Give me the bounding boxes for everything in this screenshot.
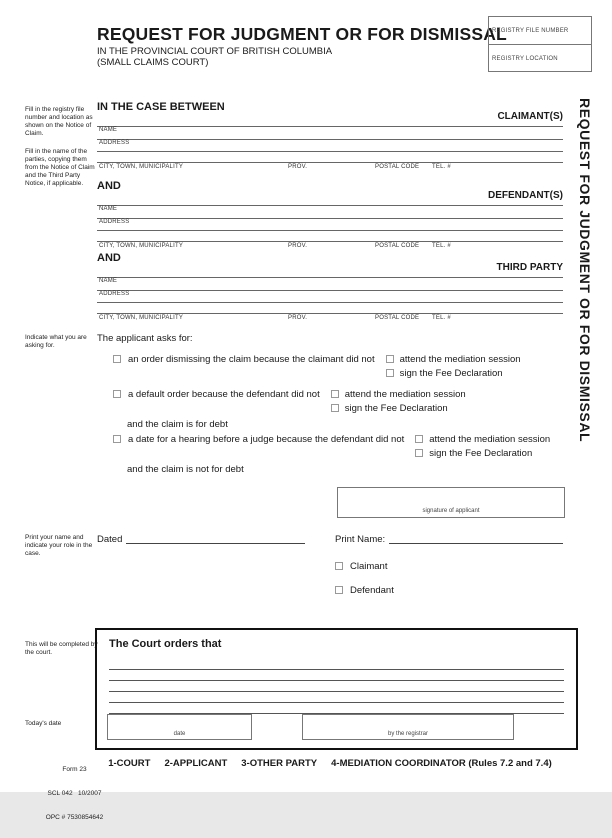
address-field-label: ADDRESS — [99, 291, 130, 297]
claimant-role-option — [335, 561, 388, 572]
defendant-address-input[interactable] — [97, 212, 563, 219]
hearing-date-label: a date for a hearing before a judge because the defendant did not — [128, 434, 405, 445]
attend-mediation-label: attend the mediation session — [344, 389, 466, 400]
court-order-line[interactable] — [109, 703, 564, 714]
defendant-city-input[interactable] — [97, 231, 563, 242]
prov-field-label: PROV. — [288, 243, 308, 249]
court-date-field[interactable] — [107, 714, 252, 740]
defendant-role-option-label: Defendant — [350, 585, 394, 596]
dismiss-sign-fee-declaration-checkbox[interactable] — [386, 369, 394, 377]
name-field-label: NAME — [99, 127, 118, 133]
case-heading: IN THE CASE BETWEEN — [97, 101, 225, 113]
form-code: SCL 042 10/2007 — [47, 790, 102, 797]
margin-note-todays-date: Today's date — [25, 720, 62, 727]
court-orders-heading: The Court orders that — [109, 638, 222, 650]
defendant-role-option — [335, 585, 394, 596]
defendant-role-label: DEFENDANT(S) — [488, 190, 563, 201]
margin-note-asking: Indicate what you are asking for. — [25, 334, 87, 349]
registry-location-field[interactable] — [489, 44, 591, 71]
name-field-label: NAME — [99, 278, 118, 284]
sign-fee-declaration-label: sign the Fee Declaration — [399, 368, 503, 379]
sign-fee-declaration-label: sign the Fee Declaration — [429, 448, 533, 459]
court-order-line[interactable] — [109, 659, 564, 670]
third-party-city-input[interactable] — [97, 303, 563, 314]
claimant-city-input[interactable] — [97, 152, 563, 163]
registrar-signature-field[interactable] — [302, 714, 514, 740]
tel-field-label: TEL. # — [432, 164, 451, 170]
form-number: Form 23 — [62, 766, 87, 773]
dismiss-order-checkbox[interactable] — [113, 355, 121, 363]
margin-note-court: This will be completed by the court. — [25, 641, 98, 656]
prov-field-label: PROV. — [288, 164, 308, 170]
form-title: REQUEST FOR JUDGMENT OR FOR DISMISSAL — [97, 24, 507, 44]
option-dismiss-row — [97, 354, 521, 379]
by-the-registrar-label: by the registrar — [387, 731, 429, 737]
address-field-label: ADDRESS — [99, 219, 130, 225]
registry-file-number-label: REGISTRY FILE NUMBER — [492, 28, 569, 34]
third-party-city-labels — [97, 314, 563, 321]
claimant-city-labels — [97, 163, 563, 170]
attend-mediation-label: attend the mediation session — [429, 434, 551, 445]
claimant-block — [97, 112, 563, 170]
hearing-sign-fee-declaration-checkbox[interactable] — [415, 449, 423, 457]
sign-fee-declaration-label: sign the Fee Declaration — [344, 403, 448, 414]
claimant-role-option-label: Claimant — [350, 561, 388, 572]
third-party-block — [97, 263, 563, 321]
default-sign-fee-declaration-checkbox[interactable] — [331, 404, 339, 412]
margin-note-print-name: Print your name and indicate your role in the case. — [25, 534, 93, 557]
third-party-address-input[interactable] — [97, 284, 563, 291]
defendant-block — [97, 191, 563, 249]
tel-field-label: TEL. # — [432, 315, 451, 321]
and-heading-1: AND — [97, 180, 121, 192]
prov-field-label: PROV. — [288, 315, 308, 321]
registry-location-label: REGISTRY LOCATION — [492, 56, 558, 62]
and-heading-2: AND — [97, 252, 121, 264]
registry-file-number-field[interactable] — [489, 17, 591, 44]
signature-of-applicant-label: signature of applicant — [422, 508, 480, 514]
request-intro: The applicant asks for: — [97, 333, 193, 344]
name-field-label: NAME — [99, 206, 118, 212]
dated-input[interactable] — [126, 534, 305, 544]
distribution-applicant: 2-APPLICANT — [164, 758, 228, 769]
option-hearing-date-row — [97, 434, 550, 459]
print-name-label: Print Name: — [335, 534, 386, 545]
distribution-court: 1-COURT — [108, 758, 151, 769]
option-default-order-row — [97, 389, 466, 414]
court-order-line[interactable] — [109, 681, 564, 692]
distribution-other-party: 3-OTHER PARTY — [241, 758, 318, 769]
court-order-lines — [109, 659, 564, 714]
default-order-label: a default order because the defendant did not — [128, 389, 320, 400]
date-box-label: date — [173, 731, 186, 737]
dated-row — [97, 534, 305, 545]
distribution-list — [97, 758, 563, 769]
vertical-side-title: REQUEST FOR JUDGMENT OR FOR DISMISSAL — [577, 98, 593, 443]
margin-note-registry: Fill in the registry file number and location as shown on the Notice of Claim. — [25, 106, 93, 137]
request-section — [97, 333, 567, 475]
form-subtitle-court: IN THE PROVINCIAL COURT OF BRITISH COLUMBIA — [97, 46, 333, 57]
dated-label: Dated — [97, 534, 123, 545]
claim-not-for-debt-text: and the claim is not for debt — [127, 464, 244, 475]
third-party-role-label: THIRD PARTY — [496, 262, 563, 273]
city-field-label: CITY, TOWN, MUNICIPALITY — [99, 315, 184, 321]
postal-code-field-label: POSTAL CODE — [375, 164, 420, 170]
print-name-input[interactable] — [389, 534, 563, 544]
dismiss-order-label: an order dismissing the claim because the claimant did not — [128, 354, 375, 365]
claimant-address-input[interactable] — [97, 133, 563, 140]
city-field-label: CITY, TOWN, MUNICIPALITY — [99, 164, 184, 170]
attend-mediation-label: attend the mediation session — [399, 354, 521, 365]
default-attend-mediation-checkbox[interactable] — [331, 390, 339, 398]
tel-field-label: TEL. # — [432, 243, 451, 249]
default-order-checkbox[interactable] — [113, 390, 121, 398]
print-name-row — [335, 534, 563, 545]
claim-for-debt-text: and the claim is for debt — [127, 419, 228, 430]
distribution-mediation-coordinator: 4-MEDIATION COORDINATOR (Rules 7.2 and 7.4) — [331, 758, 552, 769]
court-order-box — [95, 628, 578, 750]
margin-note-parties: Fill in the name of the parties, copying them from the Notice of Claim and the Third Party Notice, if applicable. — [25, 148, 95, 187]
claimant-role-checkbox[interactable] — [335, 562, 343, 570]
address-field-label: ADDRESS — [99, 140, 130, 146]
form-subtitle-division: (SMALL CLAIMS COURT) — [97, 57, 209, 68]
dismiss-attend-mediation-checkbox[interactable] — [386, 355, 394, 363]
court-order-line[interactable] — [109, 670, 564, 681]
registry-box — [488, 16, 592, 72]
city-field-label: CITY, TOWN, MUNICIPALITY — [99, 243, 184, 249]
hearing-attend-mediation-checkbox[interactable] — [415, 435, 423, 443]
applicant-signature-field[interactable] — [337, 487, 565, 518]
defendant-role-checkbox[interactable] — [335, 586, 343, 594]
defendant-city-labels — [97, 242, 563, 249]
postal-code-field-label: POSTAL CODE — [375, 315, 420, 321]
postal-code-field-label: POSTAL CODE — [375, 243, 420, 249]
claimant-role-label: CLAIMANT(S) — [497, 111, 563, 122]
opc-number: OPC # 7530854642 — [45, 814, 104, 821]
court-order-line[interactable] — [109, 692, 564, 703]
hearing-date-checkbox[interactable] — [113, 435, 121, 443]
